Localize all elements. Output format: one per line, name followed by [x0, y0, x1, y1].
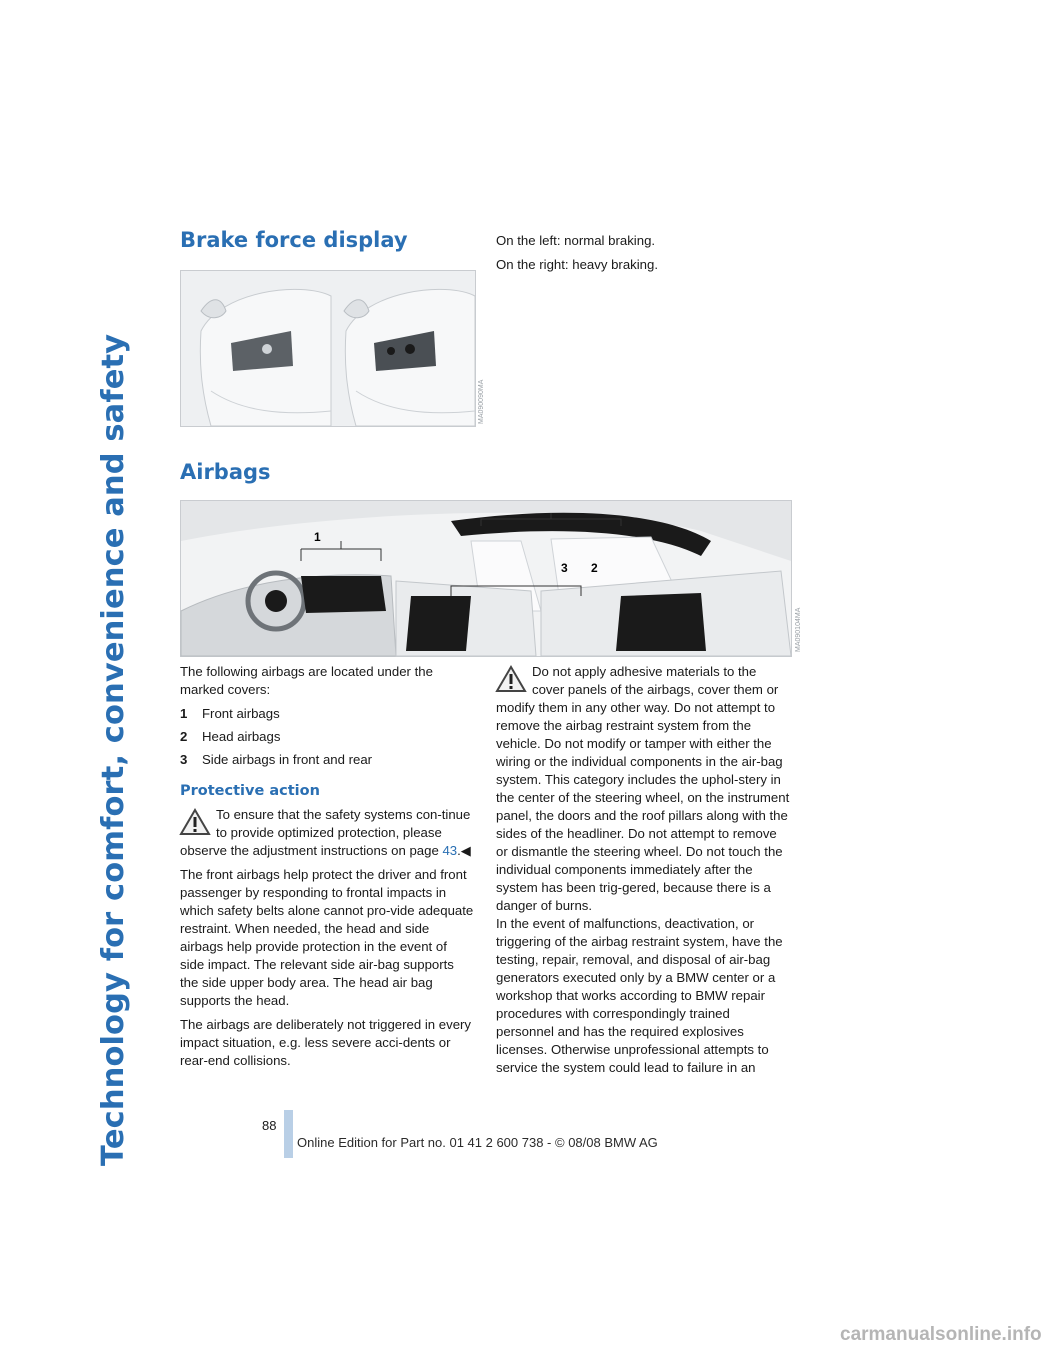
airbag-trigger-paragraph: The airbags are deliberately not triggered in every impact situation, e.g. less severe acci-dents or rear-end collisions.: [180, 1017, 472, 1068]
list-item: [180, 728, 470, 746]
protective-action-heading: Protective action: [180, 783, 320, 799]
warning-triangle-icon: [180, 808, 210, 836]
warning-text: To ensure that the safety systems con-tinue to provide optimized protection, please observe the adjustment instructions on page: [180, 807, 471, 858]
brake-captions: [496, 232, 786, 280]
airbag-function-paragraph: The front airbags help protect the driver and front passenger by responding to frontal impacts in which safety belts alone cannot pro-vide adequate restraint. When needed, the head and side airbags help provide protection in the event of side impact. The relevant side air-bag supports the side upper body area. The head air bag supports the head.: [180, 867, 474, 1008]
list-text: Head airbags: [202, 729, 281, 744]
warning-tampering: [496, 663, 790, 915]
list-text: Side airbags in front and rear: [202, 752, 373, 767]
warning-text: Do not apply adhesive materials to the cover panels of the airbags, cover them or modify them in any other way. Do not attempt to remove the airbag restraint system from the vehicle. Do not modify or tamper with either the wiring or the individual components in the air-bag system. This category includes the uphol-stery in the center of the steering wheel, on the instrument panel, the doors and the roof pillars along with the sides of the headliner. Do not attempt to remove or dismantle the steering wheel. Do not touch the individual components immediately after the system has been trig-gered, because there is a danger of burns.: [496, 664, 790, 913]
watermark: carmanualsonline.info: [840, 1324, 1042, 1345]
car-interior-illustration: [181, 501, 791, 656]
list-number: 1: [180, 706, 188, 721]
page-43-link[interactable]: 43: [442, 843, 458, 858]
caption-heavy-braking: On the right: heavy braking.: [496, 257, 659, 272]
front-airbag-cover: [301, 576, 386, 613]
end-mark: .◀: [457, 843, 471, 858]
brake-light-figure: [180, 270, 476, 427]
left-column: [180, 663, 470, 774]
service-paragraph: In the event of malfunctions, deactivation, or triggering of the airbag restraint system, have the testing, repair, removal, and disposal of air-bag generators executed only by a BMW center or a workshop that works according to BMW repair procedures with correspondingly trained personnel and has the required explosives licenses. Otherwise unprofessional attempts to service the system could lead to failure in an: [496, 916, 783, 1075]
steering-wheel-airbag: [265, 590, 287, 612]
callout-1: 1: [314, 530, 321, 544]
footer-text: Online Edition for Part no. 01 41 2 600 738 - © 08/08 BMW AG: [297, 1135, 658, 1150]
airbag-locations-figure: [180, 500, 792, 657]
heavy-braking-car: [344, 289, 475, 426]
airbags-heading: Airbags: [180, 460, 271, 484]
page-number: 88: [262, 1118, 277, 1133]
brake-heading: Brake force display: [180, 228, 408, 252]
brake-light-illustration: [181, 271, 475, 426]
footer-bar: [284, 1110, 293, 1158]
list-number: 3: [180, 752, 188, 767]
list-number: 2: [180, 729, 188, 744]
list-item: [180, 705, 470, 723]
warning-adjustment: [180, 806, 474, 860]
list-item: [180, 751, 470, 769]
airbag-figure-code: MA090104MA: [795, 607, 802, 652]
airbag-intro: The following airbags are located under the marked covers:: [180, 664, 433, 697]
front-side-airbag: [406, 596, 471, 651]
caption-normal-braking: On the left: normal braking.: [496, 233, 656, 248]
brake-figure-code: MA090090MA: [478, 379, 485, 424]
side-title: Technology for comfort, convenience and safety: [96, 333, 131, 1166]
warning-triangle-icon: [496, 665, 526, 693]
right-column: [496, 663, 790, 1083]
normal-braking-car: [200, 289, 331, 426]
callout-2: 2: [591, 561, 598, 575]
list-text: Front airbags: [202, 706, 280, 721]
callout-3: 3: [561, 561, 568, 575]
rear-side-airbag: [616, 593, 706, 651]
protective-action-text: [180, 806, 474, 1076]
